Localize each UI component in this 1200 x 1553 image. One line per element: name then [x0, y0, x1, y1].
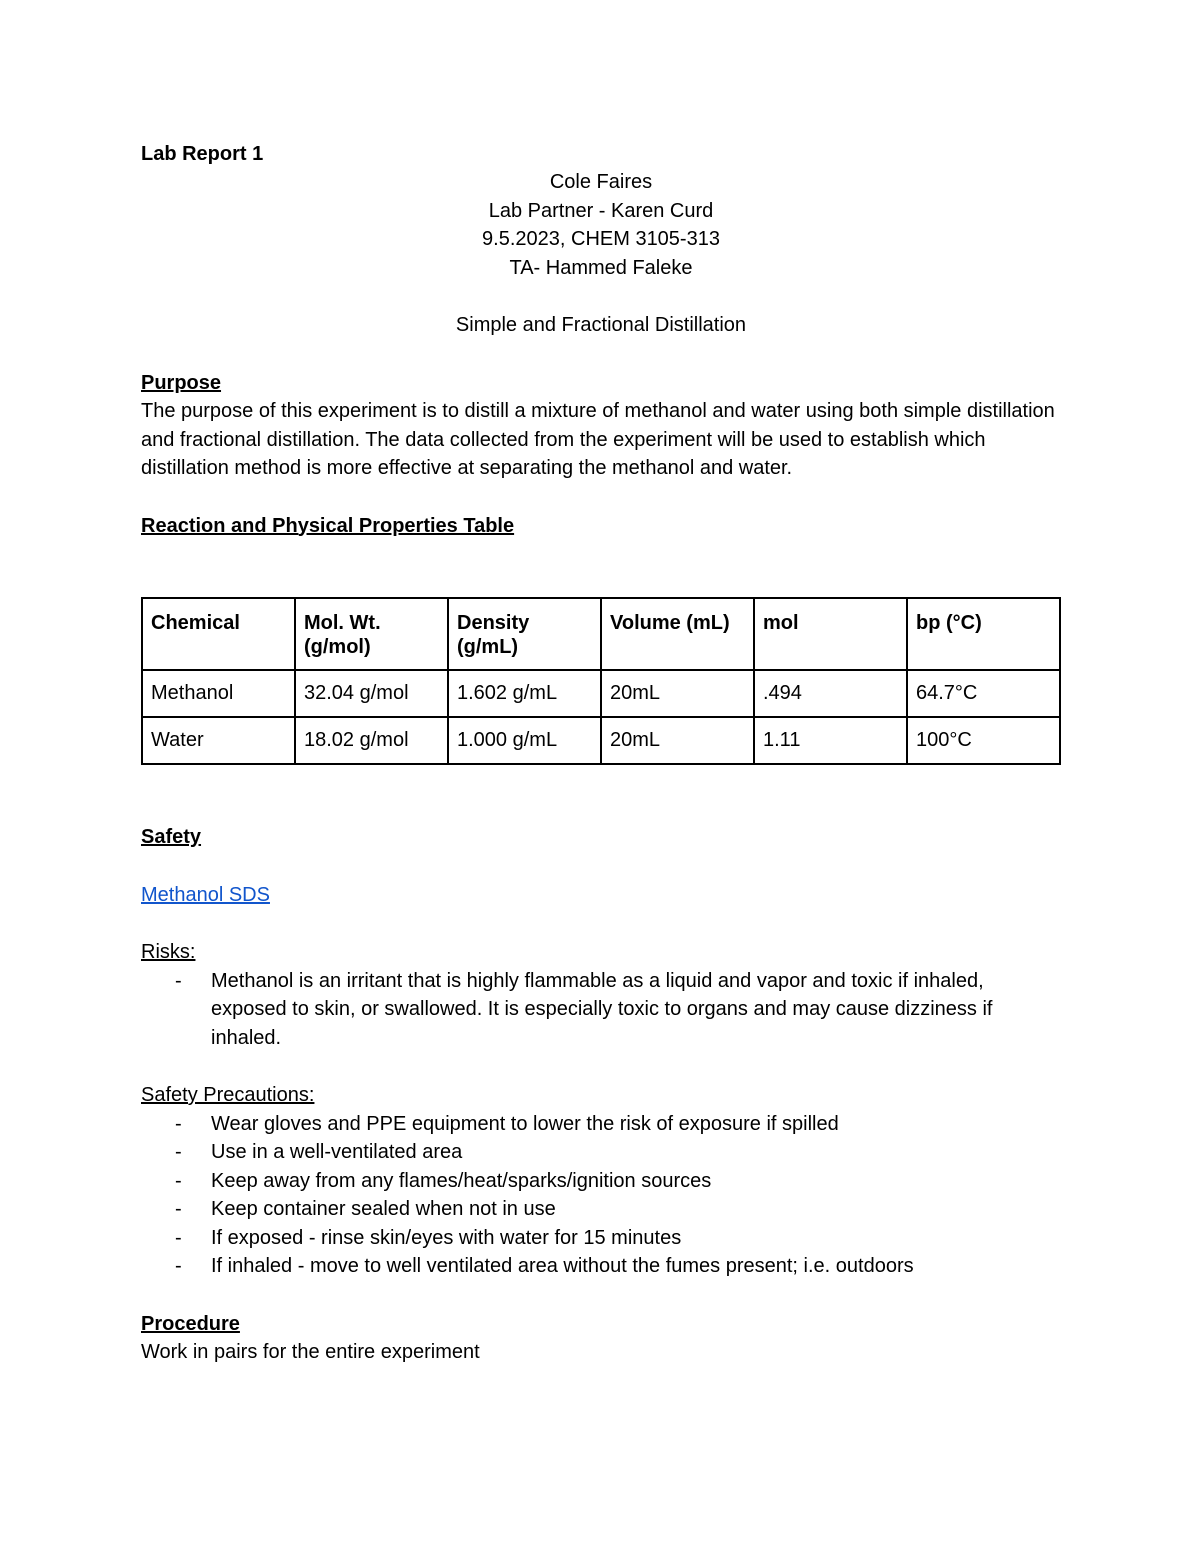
document-title: Lab Report 1: [141, 143, 264, 165]
table-row: [142, 717, 1060, 764]
procedure-text: Work in pairs for the entire experiment: [141, 1341, 480, 1363]
table-header-row: [142, 598, 1060, 670]
header-cell: mol: [754, 598, 907, 670]
table-cell: 1.11: [754, 717, 907, 764]
table-cell: Methanol: [142, 670, 295, 717]
dash-bullet: -: [175, 1226, 182, 1249]
precautions-label: Safety Precautions:: [141, 1084, 315, 1106]
table-cell: 1.602 g/mL: [448, 670, 601, 717]
table-cell: 32.04 g/mol: [295, 670, 448, 717]
precautions-list: [141, 1110, 1061, 1281]
list-item: - Use in a well-ventilated area: [141, 1138, 1061, 1167]
table-cell: 20mL: [601, 670, 754, 717]
procedure-heading: Procedure: [141, 1312, 240, 1335]
dash-bullet: -: [175, 1141, 182, 1163]
document-page: [141, 140, 1061, 1367]
list-item: - If inhaled - move to well ventilated area without the fumes present; i.e. outdoors: [141, 1252, 1061, 1281]
list-item: - Wear gloves and PPE equipment to lower the risk of exposure if spilled: [141, 1110, 1061, 1139]
list-item: - Keep away from any flames/heat/sparks/ignition sources: [141, 1167, 1061, 1196]
list-item: - Methanol is an irritant that is highly flammable as a liquid and vapor and toxic if inhaled, exposed to skin, or swallowed. It is especially toxic to organs and may cause dizziness if inhaled.: [141, 967, 1061, 1053]
table-heading: Reaction and Physical Properties Table: [141, 514, 515, 537]
list-item: - If exposed - rinse skin/eyes with water for 15 minutes: [141, 1224, 1061, 1253]
teaching-assistant: TA- Hammed Faleke: [509, 256, 693, 279]
table-cell: 100°C: [907, 717, 1060, 764]
table-row: [142, 670, 1060, 717]
properties-table: [141, 597, 1061, 765]
table-cell: Water: [142, 717, 295, 764]
table-cell: 1.000 g/mL: [448, 717, 601, 764]
purpose-heading: Purpose: [141, 371, 222, 394]
lab-partner: Lab Partner - Karen Curd: [488, 199, 714, 222]
header-block: [141, 168, 1061, 340]
dash-bullet: -: [175, 1169, 182, 1192]
date-course: 9.5.2023, CHEM 3105-313: [482, 228, 720, 250]
table-cell: 20mL: [601, 717, 754, 764]
safety-heading: Safety: [141, 826, 202, 848]
header-cell: Density (g/mL): [448, 598, 601, 670]
risks-label: Risks:: [141, 941, 196, 963]
table-cell: .494: [754, 670, 907, 717]
author-name: Cole Faires: [549, 171, 653, 193]
list-item: - Keep container sealed when not in use: [141, 1195, 1061, 1224]
header-cell: bp (°C): [907, 598, 1060, 670]
header-cell: Mol. Wt. (g/mol): [295, 598, 448, 670]
purpose-text: The purpose of this experiment is to distill a mixture of methanol and water using both simple distillation and fractional distillation. The data collected from the experiment will be used to establish which distillation method is more effective at separating the methanol and water.: [141, 400, 1055, 479]
dash-bullet: -: [175, 1112, 182, 1135]
risks-list: [141, 967, 1061, 1053]
table-cell: 64.7°C: [907, 670, 1060, 717]
header-cell: Chemical: [142, 598, 295, 670]
methanol-sds-link[interactable]: Methanol SDS: [141, 883, 270, 906]
experiment-title: Simple and Fractional Distillation: [455, 314, 747, 336]
dash-bullet: -: [175, 1198, 182, 1220]
dash-bullet: -: [175, 1255, 182, 1277]
header-cell: Volume (mL): [601, 598, 754, 670]
table-cell: 18.02 g/mol: [295, 717, 448, 764]
dash-bullet: -: [175, 969, 182, 992]
